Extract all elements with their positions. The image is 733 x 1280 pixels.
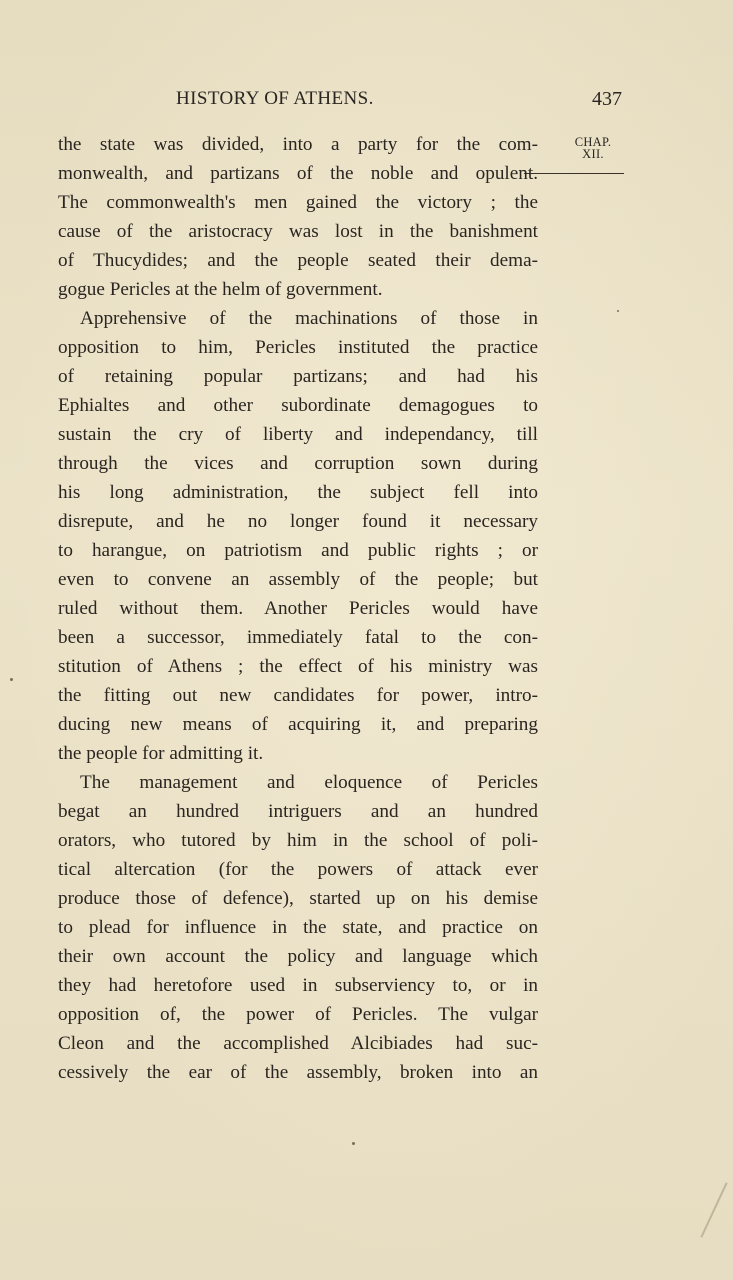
margin-rule: [524, 173, 624, 174]
text-line: cause of the aristocracy was lost in the banishment: [58, 221, 538, 242]
text-line: been a successor, immediately fatal to the con-: [58, 627, 538, 648]
paper-spot: [352, 1142, 355, 1145]
text-line: produce those of defence), started up on his demise: [58, 888, 538, 909]
text-line: the state was divided, into a party for the com-: [58, 134, 538, 155]
text-line: stitution of Athens ; the effect of his ministry was: [58, 656, 538, 677]
text-line: their own account the policy and language which: [58, 946, 538, 967]
page-number: 437: [592, 88, 622, 110]
page-crease: [700, 1182, 727, 1237]
text-line: opposition of, the power of Pericles. The vulgar: [58, 1004, 538, 1025]
running-title: HISTORY OF ATHENS.: [176, 88, 374, 109]
paper-spot: [617, 310, 619, 312]
text-line: ducing new means of acquiring it, and preparing: [58, 714, 538, 735]
text-line: his long administration, the subject fell into: [58, 482, 538, 503]
text-line: Cleon and the accomplished Alcibiades had suc-: [58, 1033, 538, 1054]
text-line: The commonwealth's men gained the victory ; the: [58, 192, 538, 213]
text-line: the people for admitting it.: [58, 743, 264, 764]
text-line: gogue Pericles at the helm of government.: [58, 279, 383, 300]
text-line: through the vices and corruption sown during: [58, 453, 538, 474]
text-line: opposition to him, Pericles instituted the practice: [58, 337, 538, 358]
text-line: to harangue, on patriotism and public rights ; or: [58, 540, 538, 561]
chapter-label: CHAP.: [574, 135, 612, 149]
text-line: orators, who tutored by him in the school of poli-: [58, 830, 538, 851]
text-line: even to convene an assembly of the people; but: [58, 569, 538, 590]
text-line: Ephialtes and other subordinate demagogues to: [58, 395, 538, 416]
text-line: The management and eloquence of Pericles: [80, 772, 538, 793]
text-line: they had heretofore used in subserviency to, or in: [58, 975, 538, 996]
text-line: begat an hundred intriguers and an hundred: [58, 801, 538, 822]
text-line: cessively the ear of the assembly, broken into an: [58, 1062, 538, 1083]
text-line: of Thucydides; and the people seated their dema-: [58, 250, 538, 271]
text-line: Apprehensive of the machinations of those in: [80, 308, 538, 329]
body-text: [58, 130, 538, 1087]
text-line: tical altercation (for the powers of attack ever: [58, 859, 538, 880]
text-line: to plead for influence in the state, and practice on: [58, 917, 538, 938]
text-line: the fitting out new candidates for power, intro-: [58, 685, 538, 706]
text-line: monwealth, and partizans of the noble and opulent.: [58, 163, 538, 184]
chapter-number: XII.: [582, 147, 604, 161]
text-line: of retaining popular partizans; and had his: [58, 366, 538, 387]
text-line: disrepute, and he no longer found it necessary: [58, 511, 538, 532]
text-line: ruled without them. Another Pericles would have: [58, 598, 538, 619]
text-line: sustain the cry of liberty and independancy, till: [58, 424, 538, 445]
paper-spot: [10, 678, 13, 681]
chapter-margin-note: [562, 136, 624, 160]
